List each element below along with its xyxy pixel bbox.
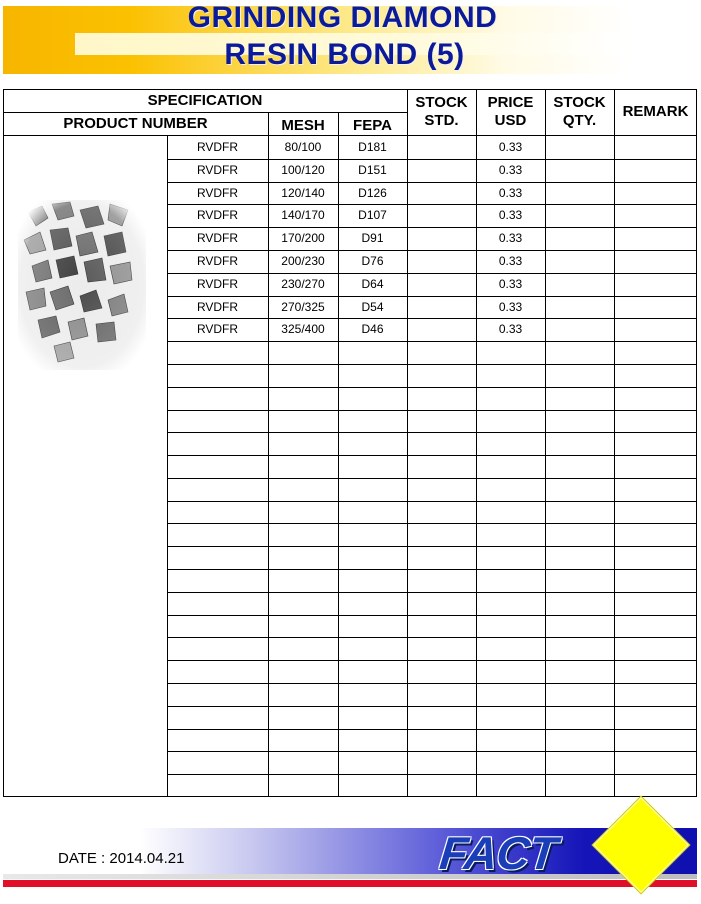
cell-product-number: RVDFR bbox=[196, 186, 239, 200]
row-divider bbox=[167, 387, 697, 388]
header-product-number: PRODUCT NUMBER bbox=[63, 114, 208, 132]
cell-mesh: 120/140 bbox=[281, 186, 325, 200]
table-row bbox=[167, 250, 697, 273]
cell-mesh: 140/170 bbox=[281, 208, 325, 222]
cell-mesh: 270/325 bbox=[281, 300, 325, 314]
table-row bbox=[167, 136, 697, 159]
cell-stock-qty bbox=[545, 227, 614, 250]
cell-fepa: D76 bbox=[361, 254, 384, 268]
cell-stock-qty bbox=[545, 273, 614, 296]
header-column-divider bbox=[338, 112, 339, 135]
header-stock-std: STOCK STD. bbox=[415, 94, 468, 129]
cell-stock-qty bbox=[545, 136, 614, 159]
row-divider bbox=[167, 660, 697, 661]
table-row bbox=[167, 318, 697, 341]
row-divider bbox=[167, 478, 697, 479]
table-row bbox=[167, 204, 697, 227]
cell-stock-qty bbox=[545, 159, 614, 182]
cell-price-usd: 0.33 bbox=[498, 322, 523, 336]
cell-price-usd: 0.33 bbox=[498, 163, 523, 177]
cell-remark bbox=[614, 182, 697, 205]
row-divider bbox=[167, 523, 697, 524]
cell-remark bbox=[614, 318, 697, 341]
row-divider bbox=[167, 729, 697, 730]
header-specification: SPECIFICATION bbox=[147, 91, 263, 109]
row-divider bbox=[167, 546, 697, 547]
cell-stock-std bbox=[407, 273, 476, 296]
table-row bbox=[167, 159, 697, 182]
cell-stock-std bbox=[407, 136, 476, 159]
row-divider bbox=[167, 592, 697, 593]
cell-product-number: RVDFR bbox=[196, 208, 239, 222]
table-row bbox=[167, 273, 697, 296]
footer-gray-stripe bbox=[3, 874, 697, 879]
cell-stock-qty bbox=[545, 204, 614, 227]
row-divider bbox=[167, 615, 697, 616]
header-column-divider bbox=[407, 89, 408, 135]
cell-stock-std bbox=[407, 204, 476, 227]
cell-stock-std bbox=[407, 296, 476, 319]
cell-price-usd: 0.33 bbox=[498, 254, 523, 268]
diamond-grit-photo bbox=[18, 200, 146, 370]
cell-fepa: D46 bbox=[361, 322, 384, 336]
row-divider bbox=[167, 341, 697, 342]
page-title-line1: GRINDING DIAMOND bbox=[187, 1, 498, 34]
cell-fepa: D126 bbox=[358, 186, 387, 200]
row-divider bbox=[167, 774, 697, 775]
cell-fepa: D54 bbox=[361, 300, 384, 314]
header-mesh: MESH bbox=[281, 116, 325, 134]
cell-stock-std bbox=[407, 250, 476, 273]
fact-logo: FACT bbox=[437, 827, 559, 879]
cell-remark bbox=[614, 136, 697, 159]
cell-mesh: 230/270 bbox=[281, 277, 325, 291]
table-row bbox=[167, 227, 697, 250]
cell-stock-qty bbox=[545, 182, 614, 205]
header-stock-qty: STOCK QTY. bbox=[553, 94, 606, 129]
page-title-line2: RESIN BOND (5) bbox=[224, 38, 465, 71]
header-remark: REMARK bbox=[622, 103, 689, 120]
cell-fepa: D64 bbox=[361, 277, 384, 291]
cell-remark bbox=[614, 204, 697, 227]
cell-price-usd: 0.33 bbox=[498, 208, 523, 222]
row-divider bbox=[167, 706, 697, 707]
cell-price-usd: 0.33 bbox=[498, 277, 523, 291]
row-divider bbox=[167, 410, 697, 411]
cell-product-number: RVDFR bbox=[196, 140, 239, 154]
cell-stock-qty bbox=[545, 318, 614, 341]
cell-product-number: RVDFR bbox=[196, 277, 239, 291]
cell-fepa: D181 bbox=[358, 140, 387, 154]
row-divider bbox=[167, 501, 697, 502]
cell-product-number: RVDFR bbox=[196, 231, 239, 245]
cell-remark bbox=[614, 250, 697, 273]
cell-mesh: 325/400 bbox=[281, 322, 325, 336]
header-price-usd: PRICE USD bbox=[487, 94, 534, 129]
cell-remark bbox=[614, 159, 697, 182]
cell-product-number: RVDFR bbox=[196, 300, 239, 314]
cell-mesh: 200/230 bbox=[281, 254, 325, 268]
header-divider bbox=[3, 112, 407, 113]
header-column-divider bbox=[268, 112, 269, 135]
footer-red-stripe bbox=[3, 880, 697, 887]
row-divider bbox=[167, 455, 697, 456]
row-divider bbox=[167, 637, 697, 638]
cell-remark bbox=[614, 296, 697, 319]
cell-stock-std bbox=[407, 227, 476, 250]
cell-stock-std bbox=[407, 182, 476, 205]
cell-product-number: RVDFR bbox=[196, 254, 239, 268]
cell-price-usd: 0.33 bbox=[498, 300, 523, 314]
header-column-divider bbox=[614, 89, 615, 135]
cell-price-usd: 0.33 bbox=[498, 231, 523, 245]
document-date: DATE : 2014.04.21 bbox=[58, 850, 185, 867]
cell-remark bbox=[614, 273, 697, 296]
header-column-divider bbox=[545, 89, 546, 135]
cell-stock-std bbox=[407, 318, 476, 341]
header-fepa: FEPA bbox=[353, 116, 392, 134]
cell-fepa: D91 bbox=[361, 231, 384, 245]
cell-product-number: RVDFR bbox=[196, 322, 239, 336]
cell-remark bbox=[614, 227, 697, 250]
table-row bbox=[167, 296, 697, 319]
cell-mesh: 80/100 bbox=[284, 140, 322, 154]
cell-price-usd: 0.33 bbox=[498, 186, 523, 200]
cell-stock-qty bbox=[545, 296, 614, 319]
cell-price-usd: 0.33 bbox=[498, 140, 523, 154]
cell-mesh: 170/200 bbox=[281, 231, 325, 245]
cell-fepa: D151 bbox=[358, 163, 387, 177]
cell-stock-qty bbox=[545, 250, 614, 273]
table-row bbox=[167, 182, 697, 205]
row-divider bbox=[167, 432, 697, 433]
row-divider bbox=[167, 569, 697, 570]
row-divider bbox=[167, 364, 697, 365]
header-column-divider bbox=[476, 89, 477, 135]
cell-product-number: RVDFR bbox=[196, 163, 239, 177]
cell-fepa: D107 bbox=[358, 208, 387, 222]
cell-stock-std bbox=[407, 159, 476, 182]
row-divider bbox=[167, 683, 697, 684]
row-divider bbox=[167, 751, 697, 752]
cell-mesh: 100/120 bbox=[281, 163, 325, 177]
